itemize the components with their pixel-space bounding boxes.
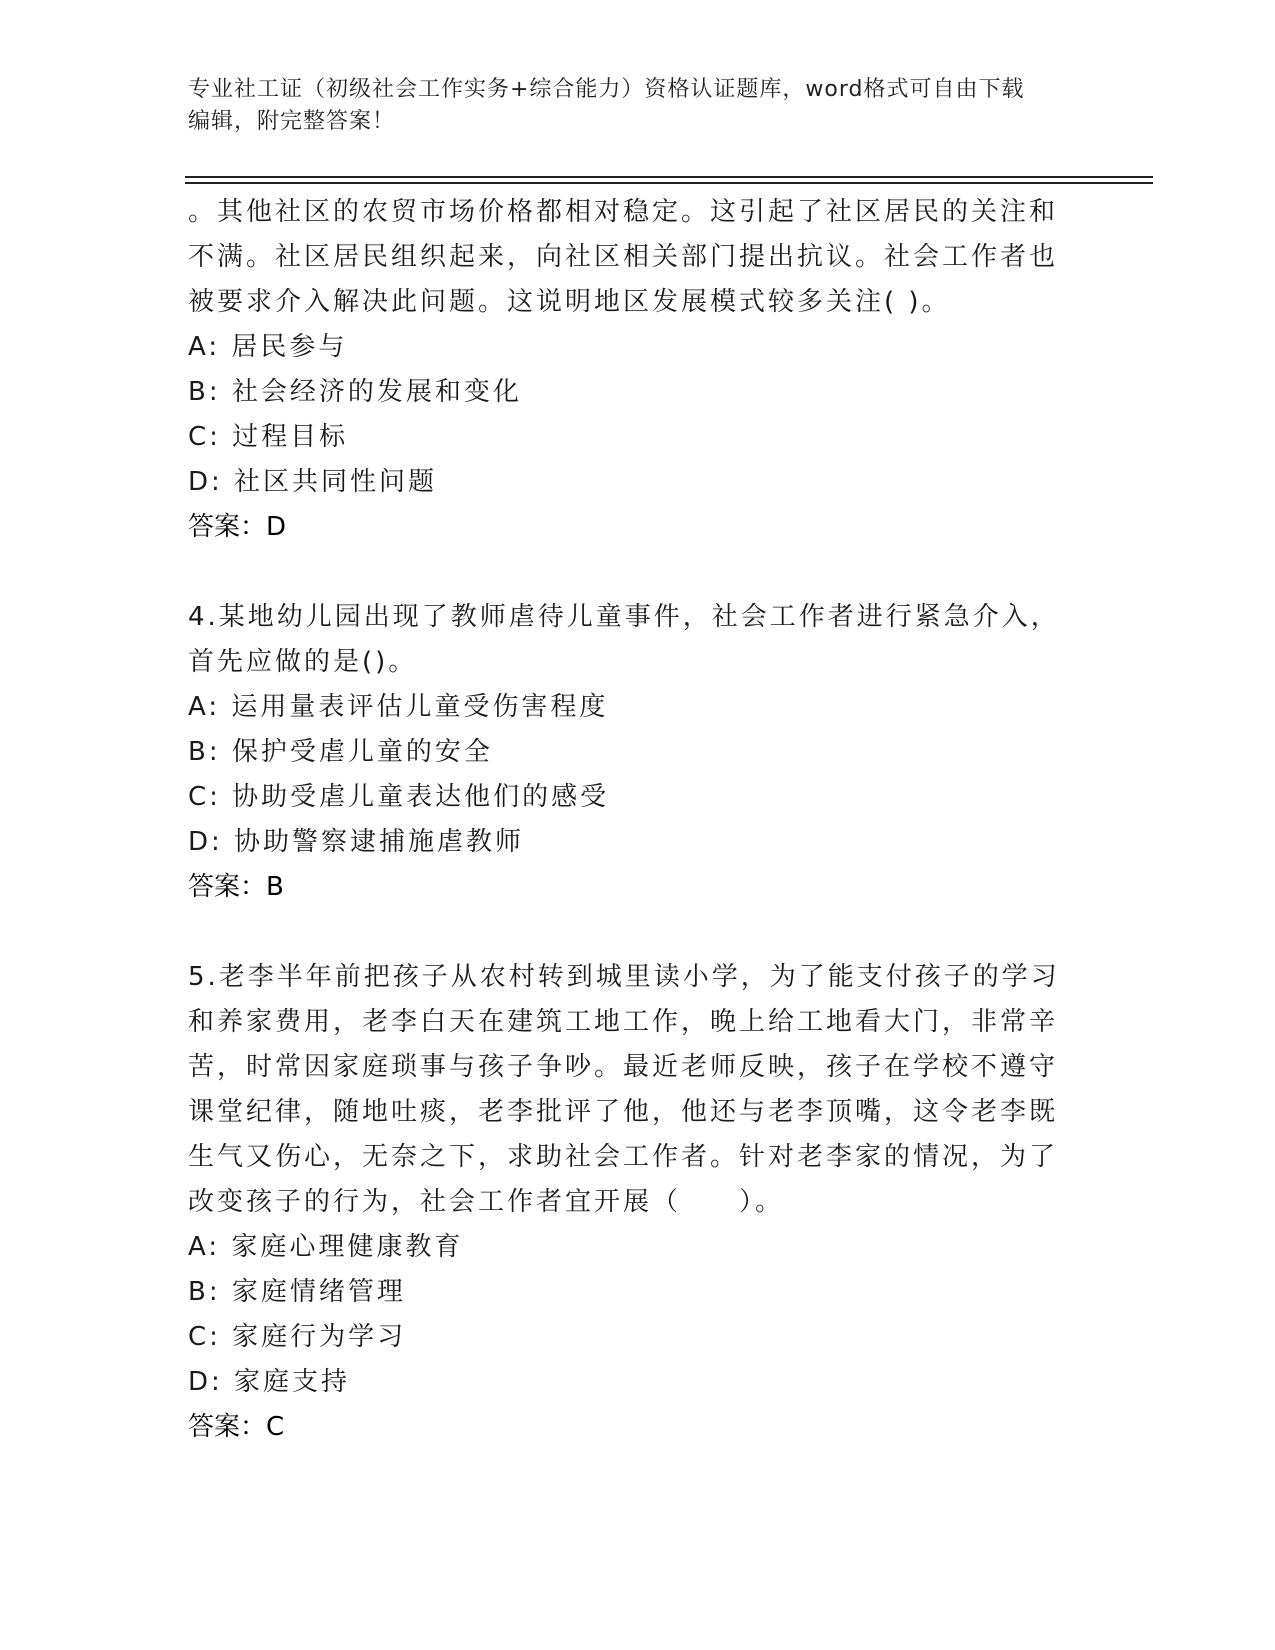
question-stem-line: 课堂纪律，随地吐痰，老李批评了他，他还与老李顶嘴，这令老李既 (188, 1097, 1059, 1127)
option-b: B: 保护受虐儿童的安全 (188, 737, 493, 767)
question-stem-line: 不满。社区居民组织起来，向社区相关部门提出抗议。社会工作者也 (188, 242, 1059, 272)
question-3 (188, 190, 1088, 550)
option-a: A: 运用量表评估儿童受伤害程度 (188, 692, 609, 722)
question-stem-line: 和养家费用，老李白天在建筑工地工作，晚上给工地看大门，非常辛 (188, 1007, 1059, 1037)
spacer (188, 550, 1088, 595)
question-stem-line: 改变孩子的行为，社会工作者宜开展（ ）。 (188, 1187, 785, 1217)
question-4 (188, 595, 1088, 910)
answer-line: 答案：D (188, 512, 287, 542)
answer-line: 答案：B (188, 872, 284, 902)
document-body (188, 190, 1088, 1450)
option-d: D: 协助警察逮捕施虐教师 (188, 827, 525, 857)
question-stem-line: 首先应做的是()。 (188, 647, 418, 677)
question-5 (188, 955, 1088, 1450)
question-stem-line: 被要求介入解决此问题。这说明地区发展模式较多关注( )。 (188, 287, 951, 317)
question-stem-line: 4.某地幼儿园出现了教师虐待儿童事件，社会工作者进行紧急介入， (188, 602, 1060, 632)
option-d: D: 家庭支持 (188, 1367, 351, 1397)
header-line-2: 编辑，附完整答案！ (188, 109, 396, 134)
option-c: C: 家庭行为学习 (188, 1322, 407, 1352)
option-b: B: 家庭情绪管理 (188, 1277, 406, 1307)
question-stem-line: 。其他社区的农贸市场价格都相对稳定。这引起了社区居民的关注和 (188, 197, 1059, 227)
header-divider-bottom (185, 182, 1153, 184)
question-stem-line: 5.老李半年前把孩子从农村转到城里读小学，为了能支付孩子的学习 (188, 962, 1060, 992)
header-divider-top (185, 176, 1153, 178)
option-a: A: 家庭心理健康教育 (188, 1232, 464, 1262)
spacer (188, 910, 1088, 955)
option-c: C: 过程目标 (188, 422, 349, 452)
question-stem-line: 生气又伤心，无奈之下，求助社会工作者。针对老李家的情况，为了 (188, 1142, 1059, 1172)
question-stem-line: 苦，时常因家庭琐事与孩子争吵。最近老师反映，孩子在学校不遵守 (188, 1052, 1059, 1082)
document-header (188, 74, 1088, 138)
option-d: D: 社区共同性问题 (188, 467, 438, 497)
option-a: A: 居民参与 (188, 332, 348, 362)
answer-line: 答案：C (188, 1412, 285, 1442)
header-line-1: 专业社工证（初级社会工作实务+综合能力）资格认证题库，word格式可自由下载 (188, 77, 1025, 102)
option-b: B: 社会经济的发展和变化 (188, 377, 522, 407)
option-c: C: 协助受虐儿童表达他们的感受 (188, 782, 610, 812)
